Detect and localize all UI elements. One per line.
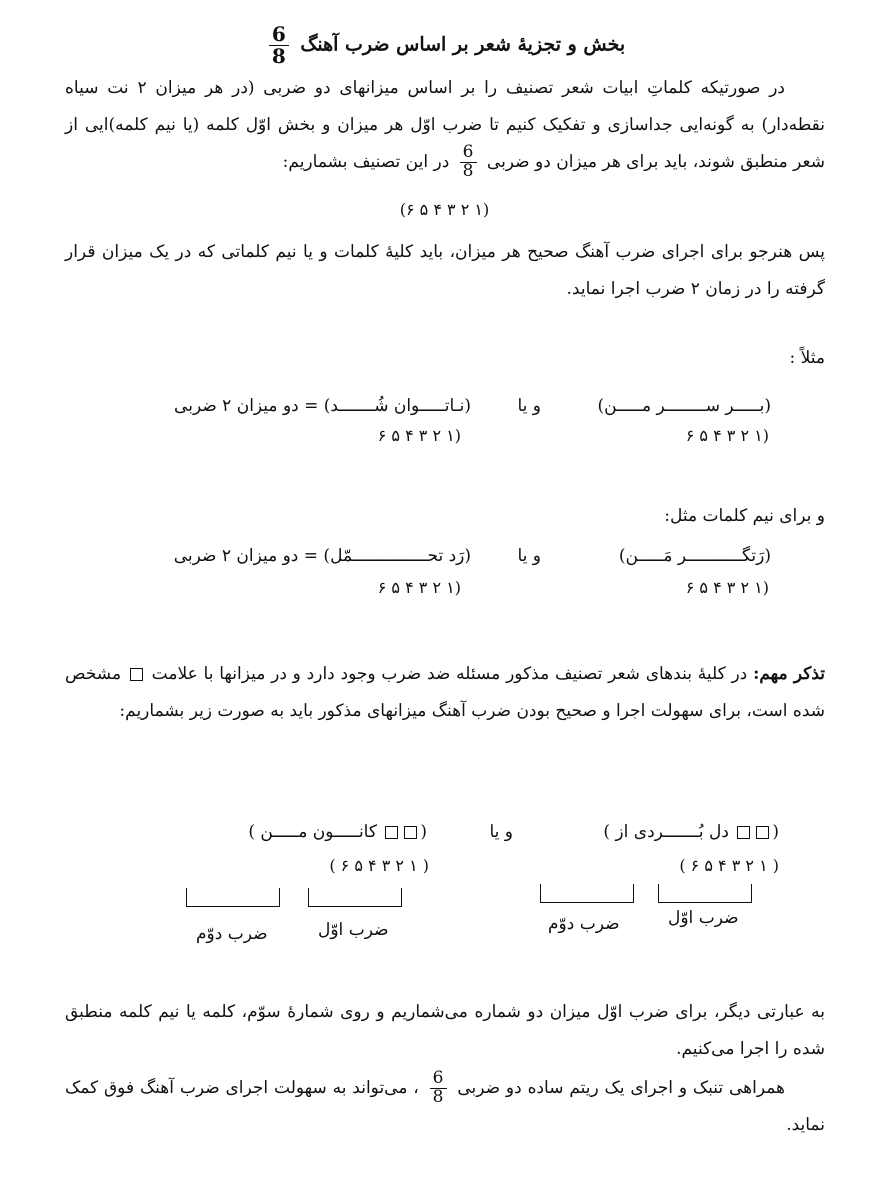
intro-text: در صورتیکه کلماتِ ابیات شعر تصنیف را بر اساس میزانهای دو ضربی (در هر میزان ۲ نت سیاه نقطه‌دار) به گونه‌ایی جداسازی و تفکیک کنیم تا ضرب اوّل هر میزان و بخش اوّل کلمه (یا نیم کلمه)ایی از شعر منطبق شوند، باید برای هر میزان دو ضربی (65, 78, 825, 172)
example1-right-nums: (۱ ۲ ۳ ۴ ۵ ۶ (685, 426, 769, 445)
paragraph-note (65, 656, 825, 730)
title-fraction (269, 24, 289, 67)
diagram-left-nums: ( ۱ ۲ ۳ ۴ ۵ ۶ ) (329, 856, 429, 875)
example2-heading: و برای نیم کلمات مثل: (664, 506, 825, 526)
diagram-right-text: دل بُـــــــردی از ) (603, 822, 729, 842)
paragraph-tonbak (65, 1070, 825, 1144)
example2-left: (رَد تحـــــــــــــــمّل) = دو میزان ۲ ضربی (173, 546, 471, 566)
offbeat-box-icon (737, 826, 750, 839)
intro-tail: در این تصنیف بشماریم: (282, 152, 450, 172)
example1-left-nums: (۱ ۲ ۳ ۴ ۵ ۶ (377, 426, 461, 445)
counting-sequence: (۱ ۲ ۳ ۴ ۵ ۶) (399, 200, 490, 219)
offbeat-box-icon (385, 826, 398, 839)
diagram-left-text: کانـــــون مـــــن ) (248, 822, 377, 842)
offbeat-box-icon (404, 826, 417, 839)
tonbak-fraction (430, 1070, 447, 1107)
first-beat-label-left: ضرب اوّل (318, 920, 389, 940)
tonbak-text: همراهی تنبک و اجرای یک ریتم ساده دو ضربی (457, 1078, 786, 1098)
title-text: بخش و تجزیهٔ شعر بر اساس ضرب آهنگ (300, 33, 626, 56)
example2-connector: و یا (517, 546, 541, 566)
bracket-second-beat-left (186, 888, 280, 907)
note-label: تذکر مهم: (753, 664, 826, 684)
example2-right: (رَتگـــــــــــر مَـــــن) (618, 546, 771, 566)
example1-right: (بـــــر ســــــــر مـــــن) (597, 396, 771, 416)
bracket-first-beat-right (658, 884, 752, 903)
paragraph-intro (65, 70, 825, 181)
second-beat-label-left: ضرب دوّم (196, 924, 268, 944)
first-beat-label-right: ضرب اوّل (668, 908, 739, 928)
note-text-2: مشخص شده است، برای سهولت اجرا و صحیح بودن ضرب آهنگ میزانهای مذکور باید به صورت زیر بشماریم: (65, 664, 825, 721)
diagram-left-line: ( کانـــــون مـــــن ) (248, 822, 427, 842)
page-title (0, 24, 889, 67)
bracket-second-beat-right (540, 884, 634, 903)
paragraph-explanation (65, 994, 825, 1068)
example1-heading: مثلاً : (789, 348, 825, 368)
explanation-text: به عبارتی دیگر، برای ضرب اوّل میزان دو شماره می‌شماریم و روی شمارهٔ سوّم، کلمه یا نیم کلمه منطبق شده را اجرا می‌کنیم. (65, 1002, 825, 1059)
intro-fraction (460, 144, 477, 181)
diagram-right-line: ( دل بُـــــــردی از ) (603, 822, 779, 842)
offbeat-box-icon (756, 826, 769, 839)
fraction-numerator: 6 (269, 24, 289, 46)
diagram-connector: و یا (489, 822, 513, 842)
example2-left-nums: (۱ ۲ ۳ ۴ ۵ ۶ (377, 578, 461, 597)
student-text: پس هنرجو برای اجرای ضرب آهنگ صحیح هر میزان، باید کلیهٔ کلمات و یا نیم کلماتی که در یک میزان قرار گرفته را در زمان ۲ ضرب اجرا نماید. (65, 242, 825, 299)
fraction-numerator: 6 (430, 1070, 447, 1089)
paragraph-student (65, 234, 825, 308)
bracket-first-beat-left (308, 888, 402, 907)
example1-left: (نـاتـــــوان شُـــــــد) = دو میزان ۲ ضربی (174, 396, 471, 416)
fraction-denominator: 8 (271, 44, 286, 68)
tonbak-tail: ، می‌تواند به سهولت اجرای ضرب آهنگ فوق کمک نماید. (65, 1078, 825, 1135)
example2-right-nums: (۱ ۲ ۳ ۴ ۵ ۶ (685, 578, 769, 597)
diagram-right-nums: ( ۱ ۲ ۳ ۴ ۵ ۶ ) (679, 856, 779, 875)
fraction-denominator: 8 (462, 161, 474, 181)
offbeat-box-icon (130, 668, 143, 681)
example1-connector: و یا (517, 396, 541, 416)
note-text-1: در کلیهٔ بندهای شعر تصنیف مذکور مسئله ضد ضرب وجود دارد و در میزانها با علامت (151, 664, 748, 684)
second-beat-label-right: ضرب دوّم (548, 914, 620, 934)
fraction-numerator: 6 (460, 144, 477, 163)
fraction-denominator: 8 (432, 1087, 444, 1107)
